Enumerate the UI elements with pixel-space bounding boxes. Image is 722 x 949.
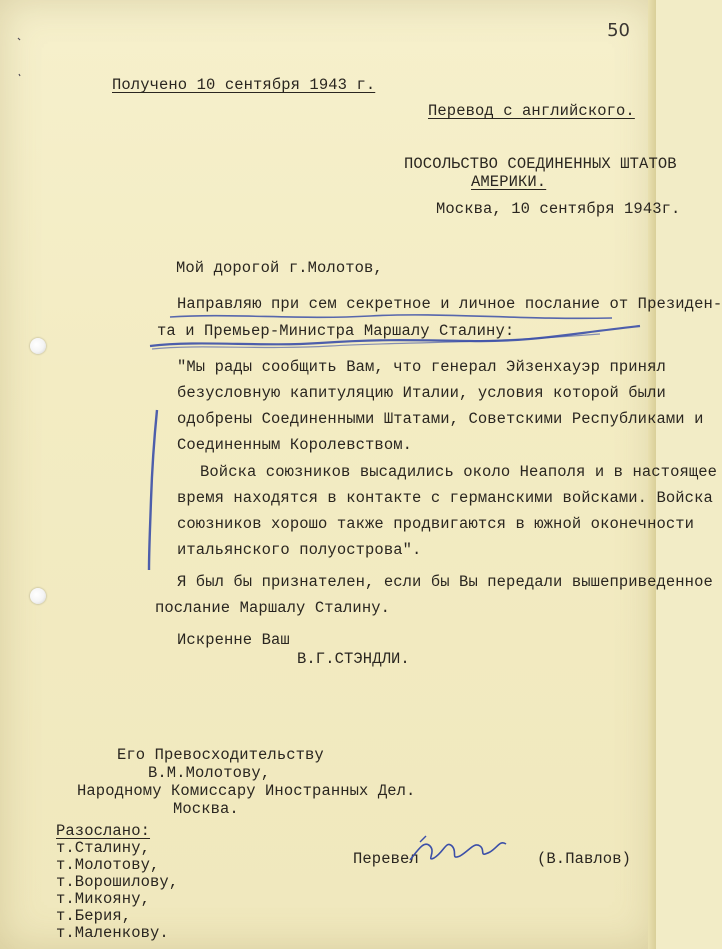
- message-line: время находятся в контакте с германскими войсками. Войска: [177, 489, 713, 507]
- page-number: 50: [607, 20, 630, 41]
- intro-line-1: Направляю при сем секретное и личное послание от Президен-: [177, 295, 722, 313]
- sender-line-1: ПОСОЛЬСТВО СОЕДИНЕННЫХ ШТАТОВ: [404, 155, 677, 173]
- message-line: итальянского полуострова".: [177, 541, 422, 559]
- message-line: Соединенным Королевством.: [177, 436, 413, 454]
- distribution-item: т.Ворошилову,: [56, 873, 179, 891]
- margin-ink-dot: [18, 38, 20, 40]
- distribution-item: т.Молотову,: [56, 856, 160, 874]
- signature: В.Г.СТЭНДЛИ.: [297, 650, 410, 668]
- message-line: одобрены Соединенными Штатами, Советскими Республиками и: [177, 410, 704, 428]
- message-line: безусловную капитуляцию Италии, условия которой были: [177, 384, 666, 402]
- translator-handwritten-signature: [420, 836, 426, 842]
- translation-note: Перевод с английского.: [428, 102, 635, 120]
- translator-handwritten-signature: [410, 843, 506, 860]
- margin-ink-dot: [19, 74, 20, 76]
- pencil-underline-mark: [170, 315, 612, 318]
- pencil-margin-line: [149, 410, 157, 570]
- closing: Искренне Ваш: [177, 631, 290, 649]
- intro-line-2: та и Премьер-Министра Маршалу Сталину:: [157, 322, 515, 340]
- distribution-heading: Разослано:: [56, 822, 151, 840]
- distribution-item: т.Сталину,: [56, 839, 151, 857]
- request-line-1: Я был бы признателен, если бы Вы передали вышеприведенное: [177, 573, 713, 591]
- message-line: "Мы рады сообщить Вам, что генерал Эйзенхауэр принял: [177, 358, 666, 376]
- addressee-line: Народному Комиссару Иностранных Дел.: [77, 782, 416, 800]
- distribution-item: т.Берия,: [56, 907, 132, 925]
- distribution-item: т.Маленкову.: [56, 924, 169, 942]
- addressee-line: В.М.Молотову,: [148, 764, 271, 782]
- request-line-2: послание Маршалу Сталину.: [155, 599, 391, 617]
- message-line: союзников хорошо также продвигаются в южной оконечности: [177, 515, 695, 533]
- received-stamp: Получено 10 сентября 1943 г.: [112, 76, 376, 94]
- place-date: Москва, 10 сентября 1943г.: [436, 200, 681, 218]
- translator-name: (В.Павлов): [537, 850, 632, 868]
- addressee-line: Москва.: [173, 800, 239, 818]
- translator-label: Перевел: [353, 850, 419, 868]
- distribution-item: т.Микояну,: [56, 890, 151, 908]
- sender-line-2: АМЕРИКИ.: [471, 173, 547, 191]
- salutation: Мой дорогой г.Молотов,: [176, 259, 383, 277]
- addressee-line: Его Превосходительству: [117, 746, 324, 764]
- pencil-underline-mark: [152, 334, 600, 349]
- message-line: Войска союзников высадились около Неаполя и в настоящее: [200, 463, 718, 481]
